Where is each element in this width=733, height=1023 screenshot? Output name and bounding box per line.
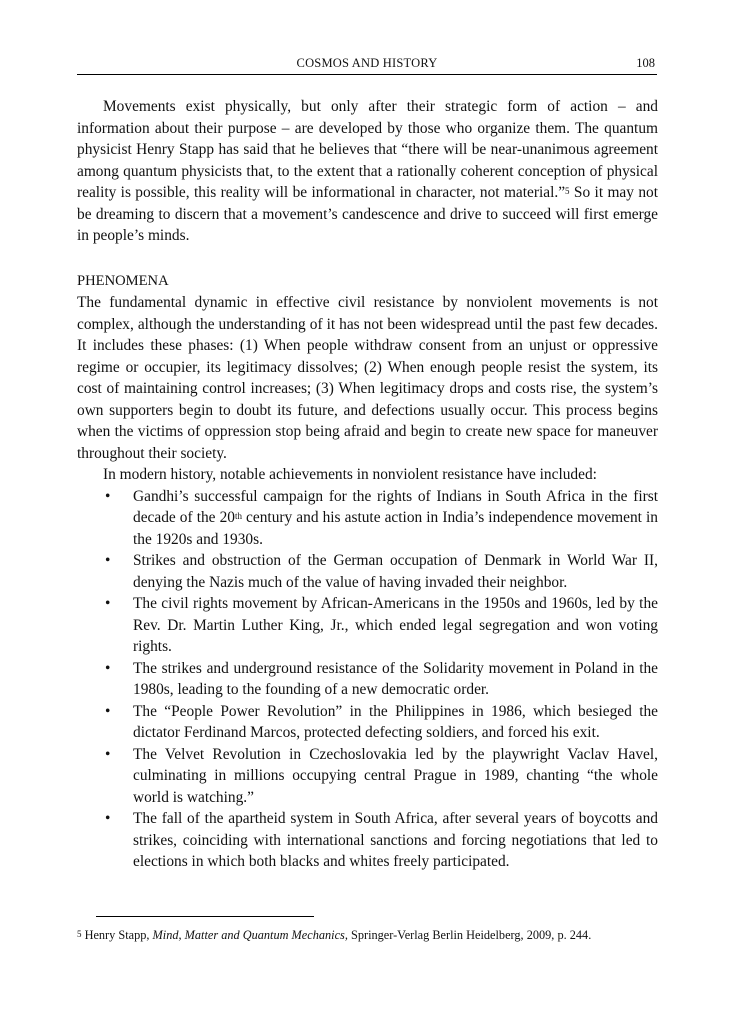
journal-title: COSMOS AND HISTORY: [296, 56, 438, 70]
list-item-text: Gandhi’s successful campaign for the rights of Indians in South Africa in the first decade of the 20: [133, 487, 658, 526]
footnote-marker: 5: [77, 929, 82, 939]
section-heading: PHENOMENA: [77, 272, 169, 289]
footnote-divider: [96, 916, 314, 917]
paragraph-achievements-intro: In modern history, notable achievements in nonviolent resistance have included:: [103, 466, 597, 483]
list-item-denmark: • Strikes and obstruction of the German occupation of Denmark in World War II, denying the Nazis much of the value of having invaded their neighbor.: [133, 550, 658, 593]
list-item-civil-rights: • The civil rights movement by African-Americans in the 1950s and 1960s, led by the Rev. Dr. Martin Luther King, Jr., which ended legal segregation and won voting rights.: [133, 593, 658, 658]
list-item-gandhi: [133, 486, 658, 551]
list-item-apartheid: • The fall of the apartheid system in South Africa, after several years of boycotts and strikes, coinciding with international sanctions and forcing negotiations that led to elections in which both blacks and whites freely participated.: [133, 808, 658, 873]
list-item-people-power: • The “People Power Revolution” in the Philippines in 1986, which besieged the dictator Ferdinand Marcos, protected defecting soldiers, and forced his exit.: [133, 701, 658, 744]
footnote-book-title: Mind, Matter and Quantum Mechanics,: [152, 928, 348, 942]
paragraph-dynamic: The fundamental dynamic in effective civil resistance by nonviolent movements is not complex, although the understanding of it has not been widespread until the past few decades. It includes these phases: (1) When people withdraw consent from an unjust or oppressive regime or occupier, its legitimacy dissolves; (2) When enough people resist the system, its cost of maintaining control increases; (3) When legitimacy drops and costs rise, the system’s own supporters begin to doubt its future, and defections usually occur. This process begins when the victims of oppression stop being afraid and begin to create new space for maneuver throughout their society.: [77, 294, 658, 462]
paragraph-stapp-text-continued: So it may not be dreaming to discern that a movement’s candescence and drive to succeed will first emerge in people’s minds.: [77, 184, 658, 244]
list-item-solidarity: • The strikes and underground resistance of the Solidarity movement in Poland in the 1980s, leading to the founding of a new democratic order.: [133, 658, 658, 701]
page-number: 108: [636, 56, 655, 70]
list-item-velvet-revolution: • The Velvet Revolution in Czechoslovakia led by the playwright Vaclav Havel, culminating in millions occupying central Prague in 1989, chanting “the whole world is watching.”: [133, 744, 658, 809]
list-item-text-continued: century and his astute action in India’s independence movement in the 1920s and 1930s.: [133, 509, 658, 548]
paragraph-stapp: [77, 96, 658, 247]
footnote: [77, 926, 677, 943]
footnote-author: Henry Stapp,: [81, 928, 153, 942]
running-header: [77, 56, 657, 75]
achievements-list: [77, 486, 658, 873]
body-text: [77, 96, 658, 873]
paragraph-stapp-text: Movements exist physically, but only after their strategic form of action – and information about their purpose – are developed by those who organize them. The quantum physicist Henry Stapp has said that he believes that “there will be near-unanimous agreement among quantum physicists that, to the extent that a rationally coherent conception of physical reality is possible, this reality will be informational in character, not material.”: [77, 98, 658, 201]
ordinal-suffix: th: [234, 511, 242, 521]
footnote-reference[interactable]: 5: [565, 186, 570, 196]
footnote-publication: Springer-Verlag Berlin Heidelberg, 2009, p. 244.: [347, 928, 592, 942]
